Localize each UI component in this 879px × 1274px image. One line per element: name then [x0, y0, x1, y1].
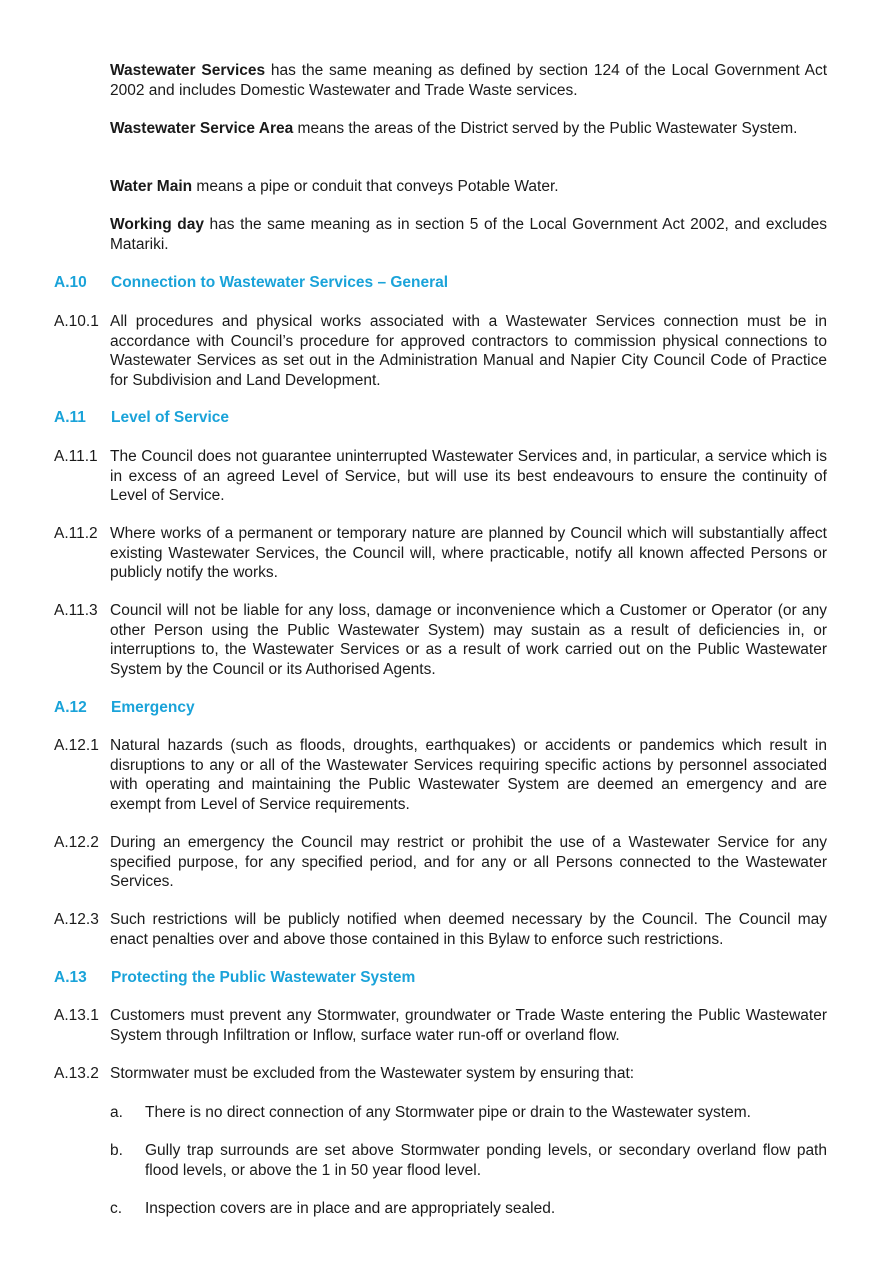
definition-term: Wastewater Services [110, 62, 266, 79]
clause-text: During an emergency the Council may restrict or prohibit the use of a Wastewater Service for any specified purpose, for any specified period, and for any or all Persons connected to the Wastewater Services. [110, 834, 827, 890]
section-number: A.10 [54, 274, 87, 291]
definition-text: means a pipe or conduit that conveys Potable Water. [192, 178, 559, 195]
clause-a12-1 [54, 736, 827, 814]
section-title: Emergency [111, 699, 195, 716]
list-item-text: There is no direct connection of any Stormwater pipe or drain to the Wastewater system. [145, 1104, 751, 1121]
section-heading-a10 [54, 273, 448, 293]
definition-wastewater-services [110, 61, 827, 100]
definition-text: means the areas of the District served by the Public Wastewater System. [293, 120, 798, 137]
clause-number: A.13.1 [54, 1007, 99, 1024]
clause-a11-1 [54, 447, 827, 506]
list-item-c [110, 1199, 827, 1219]
definition-term: Water Main [110, 178, 193, 195]
definition-term: Wastewater Service Area [110, 120, 294, 137]
list-item-a [110, 1103, 827, 1123]
section-heading-a13 [54, 968, 415, 988]
definition-text: has the same meaning as in section 5 of the Local Government Act 2002, and excludes Matariki. [110, 216, 827, 253]
section-title: Level of Service [111, 409, 230, 426]
clause-text: All procedures and physical works associated with a Wastewater Services connection must be in accordance with Council’s procedure for approved contractors to commission physical connections to Wastewater Services as set out in the Administration Manual and Napier City Council Code of Practice for Subdivision and Land Development. [110, 313, 827, 389]
list-item-letter: c. [110, 1200, 123, 1217]
definition-term: Working day [110, 216, 204, 233]
clause-a13-2 [54, 1064, 827, 1084]
clause-a11-3 [54, 601, 827, 679]
clause-a12-3 [54, 910, 827, 949]
section-title: Connection to Wastewater Services – General [111, 274, 449, 291]
section-number: A.13 [54, 969, 87, 986]
clause-text: Stormwater must be excluded from the Wastewater system by ensuring that: [110, 1065, 635, 1082]
clause-a10-1 [54, 312, 827, 390]
clause-number: A.12.1 [54, 737, 99, 754]
list-item-letter: b. [110, 1142, 123, 1159]
clause-text: The Council does not guarantee uninterrupted Wastewater Services and, in particular, a service which is in excess of an agreed Level of Service, but will use its best endeavours to ensure the continuity of Level of Service. [110, 448, 827, 504]
clause-number: A.10.1 [54, 313, 99, 330]
list-item-b [110, 1141, 827, 1180]
section-heading-a12 [54, 698, 195, 718]
clause-number: A.13.2 [54, 1065, 99, 1082]
section-number: A.11 [54, 409, 86, 426]
section-title: Protecting the Public Wastewater System [111, 969, 416, 986]
section-heading-a11 [54, 408, 229, 428]
clause-text: Such restrictions will be publicly notified when deemed necessary by the Council. The Council may enact penalties over and above those contained in this Bylaw to enforce such restrictions. [110, 911, 827, 948]
clause-a13-1 [54, 1006, 827, 1045]
clause-text: Natural hazards (such as floods, droughts, earthquakes) or accidents or pandemics which result in disruptions to any or all of the Wastewater Services requiring specific actions by personnel associated with operating and maintaining the Public Wastewater System are deemed an emergency and are exempt from Level of Service requirements. [110, 737, 827, 813]
clause-number: A.11.1 [54, 448, 98, 465]
list-item-text: Gully trap surrounds are set above Stormwater ponding levels, or secondary overland flow path flood levels, or above the 1 in 50 year flood level. [145, 1142, 827, 1179]
clause-number: A.11.3 [54, 602, 98, 619]
clause-text: Council will not be liable for any loss, damage or inconvenience which a Customer or Operator (or any other Person using the Public Wastewater System) may sustain as a result of deficiencies in, or interruptions to, the Wastewater Services or as a result of work carried out on the Public Wastewater System by the Council or its Authorised Agents. [110, 602, 827, 678]
clause-text: Where works of a permanent or temporary nature are planned by Council which will substantially affect existing Wastewater Services, the Council will, where practicable, notify all known affected Persons or publicly notify the works. [110, 525, 827, 581]
definition-working-day [110, 215, 827, 254]
list-item-text: Inspection covers are in place and are appropriately sealed. [145, 1200, 556, 1217]
section-number: A.12 [54, 699, 87, 716]
definition-wastewater-service-area [110, 119, 827, 139]
clause-a12-2 [54, 833, 827, 892]
clause-text: Customers must prevent any Stormwater, groundwater or Trade Waste entering the Public Wastewater System through Infiltration or Inflow, surface water run-off or overland flow. [110, 1007, 827, 1044]
clause-number: A.12.3 [54, 911, 99, 928]
definition-text: has the same meaning as defined by section 124 of the Local Government Act 2002 and includes Domestic Wastewater and Trade Waste services. [110, 62, 828, 99]
clause-a11-2 [54, 524, 827, 583]
list-item-letter: a. [110, 1104, 123, 1121]
clause-number: A.12.2 [54, 834, 99, 851]
definition-water-main [110, 177, 827, 197]
clause-number: A.11.2 [54, 525, 98, 542]
